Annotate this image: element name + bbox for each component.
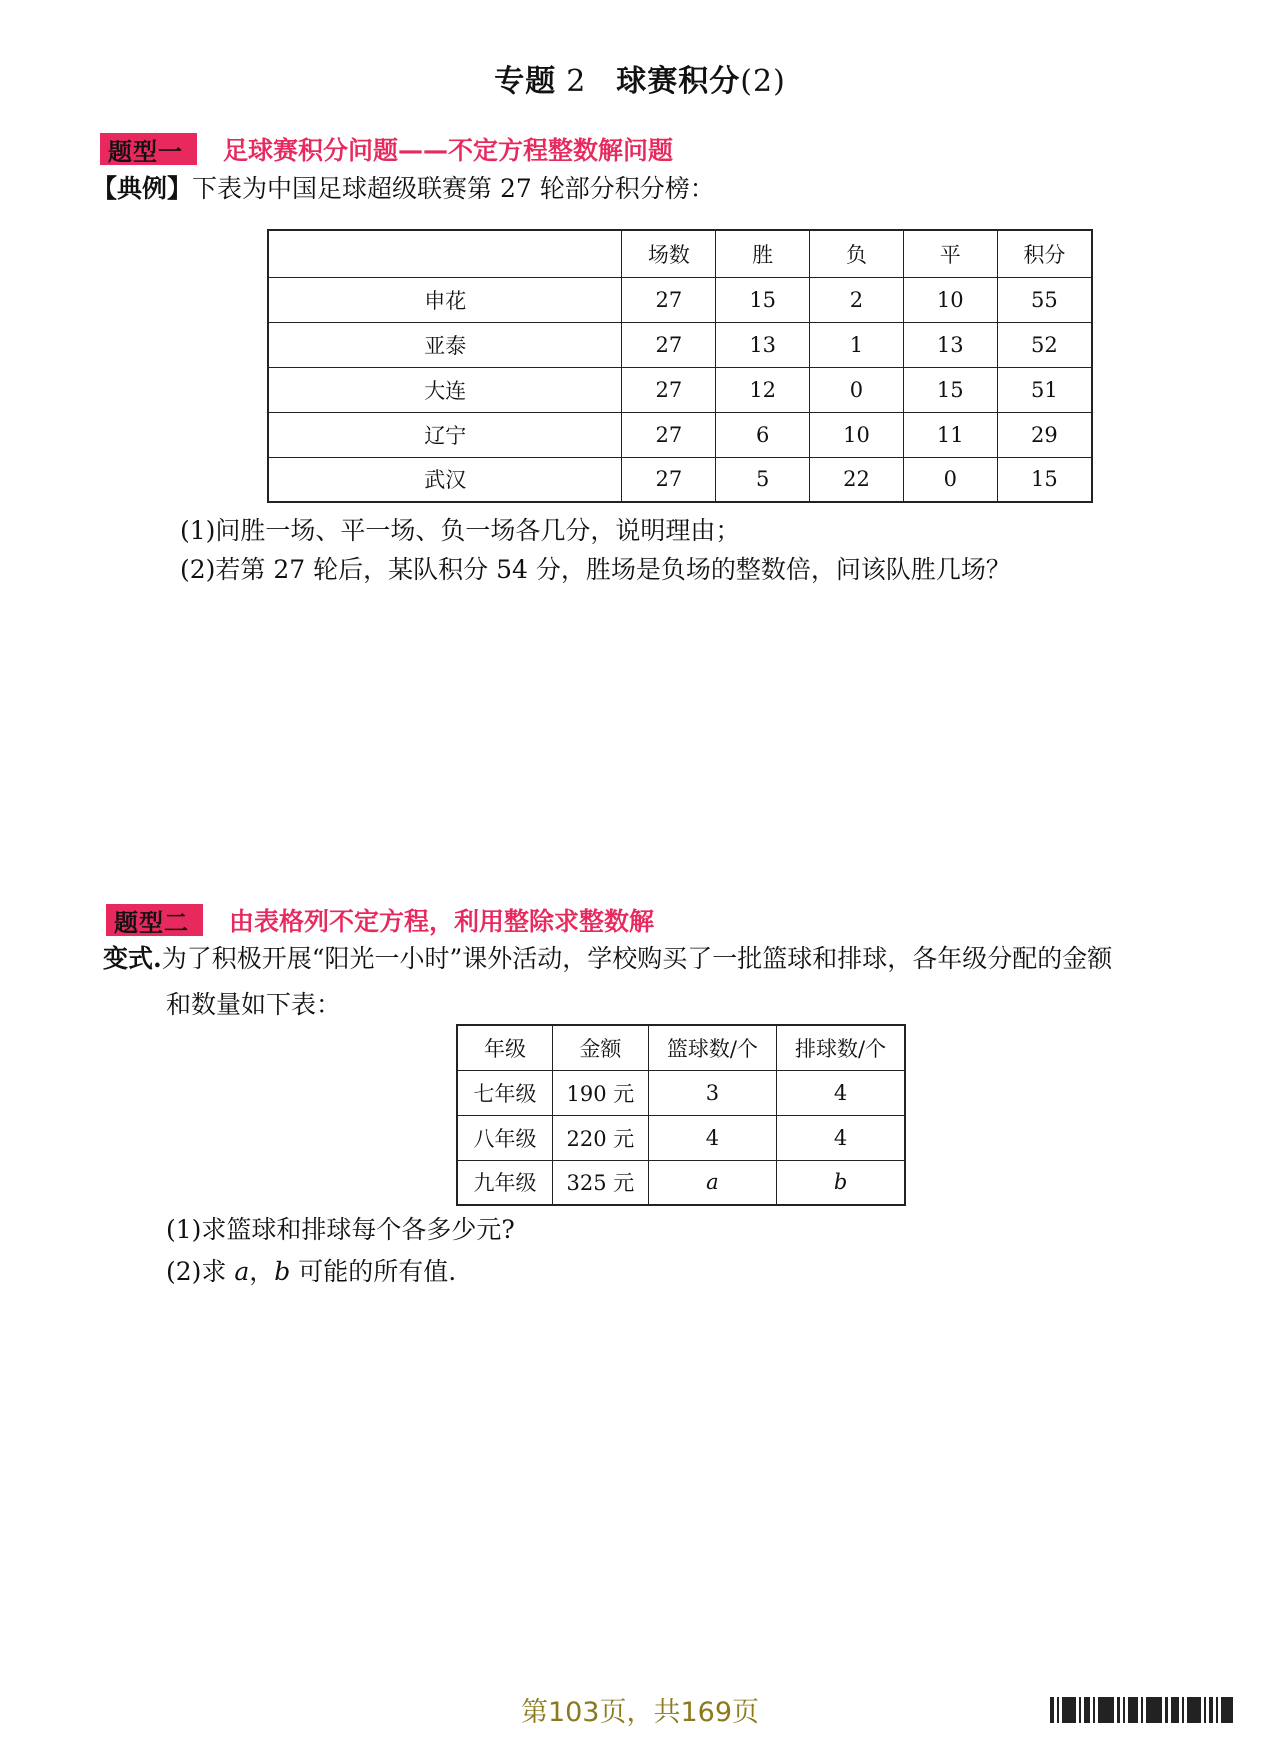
table-cell: 13 bbox=[716, 322, 810, 367]
title-main: 球赛积分 bbox=[616, 64, 741, 99]
title-paren: (2) bbox=[740, 64, 786, 99]
table-cell: 八年级 bbox=[457, 1115, 553, 1160]
variable-b: b bbox=[274, 1257, 291, 1286]
table-header: 金额 bbox=[553, 1025, 649, 1070]
table-cell: 5 bbox=[716, 457, 810, 502]
variant-label: 变式. bbox=[103, 944, 162, 973]
variant-line-1 bbox=[103, 942, 1112, 976]
table-cell: 6 bbox=[716, 412, 810, 457]
table-cell: 九年级 bbox=[457, 1160, 553, 1205]
title-prefix: 专题 bbox=[494, 64, 557, 99]
table-cell: 220 元 bbox=[553, 1115, 649, 1160]
table-cell: 4 bbox=[777, 1115, 905, 1160]
table-header-row bbox=[457, 1025, 905, 1070]
table-cell: 22 bbox=[810, 457, 904, 502]
table-cell: 190 元 bbox=[553, 1070, 649, 1115]
table-row bbox=[268, 277, 1092, 322]
table-cell: 4 bbox=[777, 1070, 905, 1115]
question-2-tail: 可能的所有值. bbox=[290, 1257, 457, 1286]
question-2-text: (2)求 bbox=[166, 1257, 235, 1286]
table-cell: 27 bbox=[622, 457, 716, 502]
example-text: 下表为中国足球超级联赛第 27 轮部分积分榜： bbox=[192, 174, 715, 203]
table-row bbox=[457, 1160, 905, 1205]
table-cell: 13 bbox=[903, 322, 997, 367]
table-cell: 0 bbox=[903, 457, 997, 502]
question-1: (1)问胜一场、平一场、负一场各几分，说明理由； bbox=[180, 516, 741, 545]
table-cell: 3 bbox=[648, 1070, 776, 1115]
table-header: 平 bbox=[903, 230, 997, 277]
table-row bbox=[457, 1070, 905, 1115]
table-header: 胜 bbox=[716, 230, 810, 277]
purchase-table bbox=[456, 1024, 906, 1206]
question-2-comma: ， bbox=[249, 1257, 275, 1286]
table-cell: 2 bbox=[810, 277, 904, 322]
page-title bbox=[0, 56, 1280, 100]
table-cell: 10 bbox=[903, 277, 997, 322]
question-1: (1)求篮球和排球每个各多少元? bbox=[166, 1215, 515, 1244]
table-cell: 15 bbox=[716, 277, 810, 322]
table-cell: 0 bbox=[810, 367, 904, 412]
table-header-row bbox=[268, 230, 1092, 277]
question-2 bbox=[166, 1255, 456, 1289]
team-name: 大连 bbox=[268, 367, 622, 412]
section1-tag: 题型一 bbox=[100, 133, 197, 165]
section2-tag: 题型二 bbox=[106, 904, 203, 936]
section1-title: 足球赛积分问题——不定方程整数解问题 bbox=[223, 136, 674, 165]
title-number: 2 bbox=[566, 64, 587, 99]
section2-title: 由表格列不定方程，利用整除求整数解 bbox=[229, 907, 655, 936]
table-header bbox=[268, 230, 622, 277]
table-cell: 1 bbox=[810, 322, 904, 367]
table-cell: 10 bbox=[810, 412, 904, 457]
variant-line-2: 和数量如下表： bbox=[166, 990, 342, 1019]
example-line bbox=[92, 172, 715, 206]
table-cell: 15 bbox=[997, 457, 1092, 502]
table-cell: 27 bbox=[622, 412, 716, 457]
table-cell: 七年级 bbox=[457, 1070, 553, 1115]
barcode-mark bbox=[1050, 1697, 1233, 1723]
example-label: 【典例】 bbox=[92, 174, 193, 203]
table-cell: 11 bbox=[903, 412, 997, 457]
table-row bbox=[268, 412, 1092, 457]
table-cell: 12 bbox=[716, 367, 810, 412]
table-header: 年级 bbox=[457, 1025, 553, 1070]
table-cell: b bbox=[777, 1160, 905, 1205]
page-indicator: 第103页，共169页 bbox=[520, 1697, 760, 1728]
variable-a: a bbox=[234, 1257, 250, 1286]
table-cell: a bbox=[648, 1160, 776, 1205]
table-cell: 15 bbox=[903, 367, 997, 412]
table-row bbox=[268, 367, 1092, 412]
table-header: 负 bbox=[810, 230, 904, 277]
table-header: 场数 bbox=[622, 230, 716, 277]
team-name: 申花 bbox=[268, 277, 622, 322]
variant-text: 为了积极开展“阳光一小时”课外活动，学校购买了一批篮球和排球，各年级分配的金额 bbox=[161, 944, 1113, 973]
table-header: 积分 bbox=[997, 230, 1092, 277]
section1-header bbox=[100, 132, 673, 166]
team-name: 武汉 bbox=[268, 457, 622, 502]
table-header: 篮球数/个 bbox=[648, 1025, 776, 1070]
table-cell: 52 bbox=[997, 322, 1092, 367]
table-header: 排球数/个 bbox=[777, 1025, 905, 1070]
section2-header bbox=[106, 903, 654, 937]
table-cell: 55 bbox=[997, 277, 1092, 322]
table-cell: 27 bbox=[622, 277, 716, 322]
team-name: 亚泰 bbox=[268, 322, 622, 367]
table-cell: 4 bbox=[648, 1115, 776, 1160]
table-cell: 325 元 bbox=[553, 1160, 649, 1205]
table-cell: 29 bbox=[997, 412, 1092, 457]
table-cell: 27 bbox=[622, 367, 716, 412]
league-table bbox=[267, 229, 1093, 503]
team-name: 辽宁 bbox=[268, 412, 622, 457]
table-cell: 27 bbox=[622, 322, 716, 367]
table-row bbox=[268, 457, 1092, 502]
table-row bbox=[457, 1115, 905, 1160]
table-row bbox=[268, 322, 1092, 367]
question-2: (2)若第 27 轮后，某队积分 54 分，胜场是负场的整数倍，问该队胜几场？ bbox=[180, 555, 1011, 584]
table-cell: 51 bbox=[997, 367, 1092, 412]
